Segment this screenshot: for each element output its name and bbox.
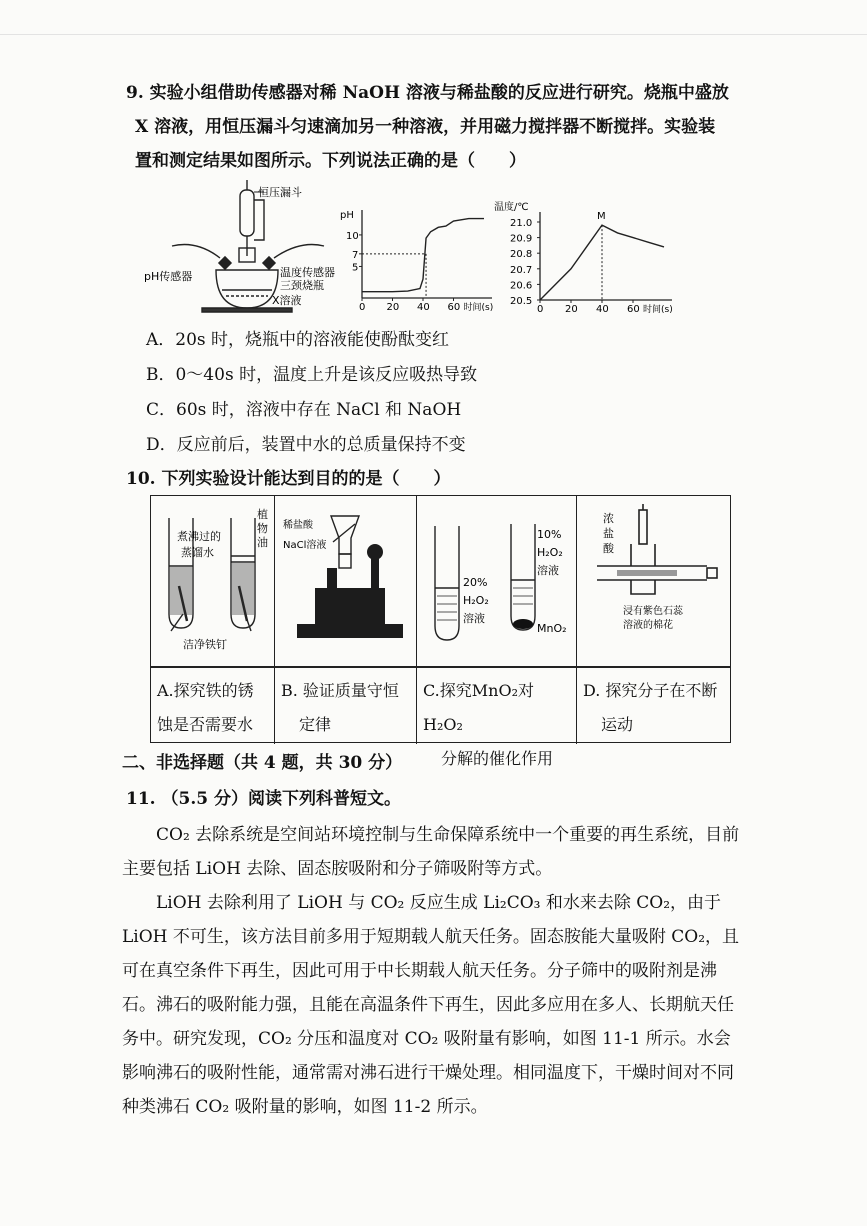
funnel-label: 恒压漏斗 xyxy=(258,186,302,199)
q9-apparatus-diagram xyxy=(142,178,352,313)
fig-c-left-2: H₂O₂ xyxy=(463,594,489,607)
fig-a-label-6: 洁净铁钉 xyxy=(183,638,227,651)
q9-line-1: 9. 实验小组借助传感器对稀 NaOH 溶液与稀盐酸的反应进行研究。烧瓶中盛放 xyxy=(126,83,729,103)
q10-stem: 10. 下列实验设计能达到目的的是（ ） xyxy=(126,469,451,489)
temp-y-tick-label: 21.0 xyxy=(510,218,533,229)
fig-a-label-4: 物 xyxy=(257,522,268,535)
temp-peak-label: M xyxy=(597,211,606,223)
ph-x-label: 时间(s) xyxy=(463,303,494,313)
ph-y-tick-label: 5 xyxy=(352,262,359,274)
temp-y-label: 温度/℃ xyxy=(494,202,529,213)
ph-x-tick-label: 0 xyxy=(359,302,366,313)
q9-option-d: D．反应前后，装置中水的总质量保持不变 xyxy=(146,435,466,455)
caption-b-line-2: 定律 xyxy=(299,715,332,734)
ph-series-line xyxy=(362,219,484,292)
temperature-chart xyxy=(490,198,690,320)
fig-c-right-2: H₂O₂ xyxy=(537,546,563,559)
fig-d-label-5: 溶液的棉花 xyxy=(623,620,673,631)
caption-d-line-1: D. 探究分子在不断 xyxy=(583,681,718,700)
fig-a-label-2: 蒸馏水 xyxy=(181,546,214,559)
fig-d-label-1: 浓 xyxy=(603,512,614,525)
fig-d-label-2: 盐 xyxy=(603,527,614,540)
caption-a-line-1: A.探究铁的锈 xyxy=(157,681,254,700)
ph-x-tick-label: 20 xyxy=(386,302,400,313)
q10-figure-c xyxy=(417,496,577,668)
ph-sensor-label: pH传感器 xyxy=(144,270,193,283)
temp-x-label: 时间(s) xyxy=(643,305,673,315)
fig-c-right-4: MnO₂ xyxy=(537,622,567,635)
q10-caption-a xyxy=(151,668,275,744)
temp-sensor-label: 温度传感器 xyxy=(280,266,335,279)
caption-d-line-2: 运动 xyxy=(601,715,634,734)
ph-x-tick-label: 60 xyxy=(447,302,461,313)
q9-option-a: A．20s 时，烧瓶中的溶液能使酚酞变红 xyxy=(146,330,450,350)
q10-caption-c xyxy=(417,668,577,768)
q10-figure-d xyxy=(577,496,730,668)
q11-paragraph-1-text: CO₂ 去除系统是空间站环境控制与生命保障系统中一个重要的再生系统，目前主要包括 LiOH 去除、固态胺吸附和分子筛吸附等方式。 xyxy=(122,825,740,879)
temp-y-tick-label: 20.6 xyxy=(510,280,533,292)
ph-y-tick-label: 7 xyxy=(352,249,359,261)
fig-c-right-3: 溶液 xyxy=(537,564,559,577)
temp-y-tick-label: 20.9 xyxy=(510,233,533,245)
fig-b-label-2: NaCl溶液 xyxy=(283,540,327,551)
fig-d-label-3: 酸 xyxy=(603,542,614,555)
q9-option-c: C．60s 时，溶液中存在 NaCl 和 NaOH xyxy=(146,400,462,420)
ph-chart xyxy=(338,208,496,320)
solution-label: X溶液 xyxy=(272,294,302,307)
caption-c-line-1: C.探究MnO₂对H₂O₂ xyxy=(423,681,534,734)
fig-c-left-3: 溶液 xyxy=(463,612,485,625)
temp-x-tick-label: 60 xyxy=(627,304,640,315)
fig-a-label-5: 油 xyxy=(257,536,268,549)
ph-x-tick-label: 40 xyxy=(417,302,430,313)
caption-a-line-2: 蚀是否需要水 xyxy=(157,715,254,734)
q10-figure-a xyxy=(151,496,275,668)
q10-caption-d xyxy=(577,668,730,742)
fig-d-label-4: 浸有紫色石蕊 xyxy=(623,606,683,617)
ph-y-label: pH xyxy=(340,210,354,221)
fig-a-label-1: 煮沸过的 xyxy=(177,530,221,543)
q9-option-b: B．0～40s 时，温度上升是该反应吸热导致 xyxy=(146,365,478,385)
ph-y-tick-label: 10 xyxy=(346,230,359,242)
temp-x-tick-label: 0 xyxy=(537,304,544,315)
q11-paragraph-1 xyxy=(122,818,742,886)
section-2-heading: 二、非选择题（共 4 题，共 30 分） xyxy=(122,753,403,773)
fig-c-right-1: 10% xyxy=(537,528,562,541)
fig-a-label-3: 植 xyxy=(257,508,268,521)
temp-x-tick-label: 20 xyxy=(565,304,578,315)
q10-figure-b xyxy=(275,496,417,668)
temp-y-tick-label: 20.7 xyxy=(510,264,533,276)
fig-b-label-1: 稀盐酸 xyxy=(283,520,313,531)
q9-line-2: X 溶液，用恒压漏斗匀速滴加另一种溶液，并用磁力搅拌器不断搅拌。实验装 xyxy=(135,117,716,137)
q11-paragraph-2-text: LiOH 去除利用了 LiOH 与 CO₂ 反应生成 Li₂CO₃ 和水来去除 CO₂，由于 LiOH 不可生，该方法目前多用于短期载人航天任务。固态胺能大量吸附 CO₂，且可在真空条件下再生，因此可用于中长期载人航天任务。分子筛中的吸附剂是沸石。沸石的吸附能力强，且能在高温条件下再生，因此多应用在多人、长期航天任务中。研究发现，CO₂ 分压和温度对 CO₂ 吸附量有影响，如图 11-1 所示。水会影响沸石的吸附性能，通常需对沸石进行干燥处理。相同温度下，干燥时间对不同种类沸石 CO₂ 吸附量的影响，如图 11-2 所示。 xyxy=(122,893,740,1117)
fig-c-left-1: 20% xyxy=(463,576,488,589)
flask-label: 三颈烧瓶 xyxy=(280,279,324,292)
caption-c-line-2: 分解的催化作用 xyxy=(441,749,554,768)
temp-x-tick-label: 40 xyxy=(596,304,609,315)
q9-line-3: 置和测定结果如图所示。下列说法正确的是（ ） xyxy=(135,151,526,171)
q10-caption-b xyxy=(275,668,417,744)
temp-y-tick-label: 20.8 xyxy=(510,249,533,261)
q11-paragraph-2 xyxy=(122,886,742,1124)
temp-y-tick-label: 20.5 xyxy=(510,296,533,307)
page-top-rule xyxy=(0,34,867,35)
caption-b-line-1: B. 验证质量守恒 xyxy=(281,681,399,700)
q11-stem: 11. （5.5 分）阅读下列科普短文。 xyxy=(126,789,401,809)
